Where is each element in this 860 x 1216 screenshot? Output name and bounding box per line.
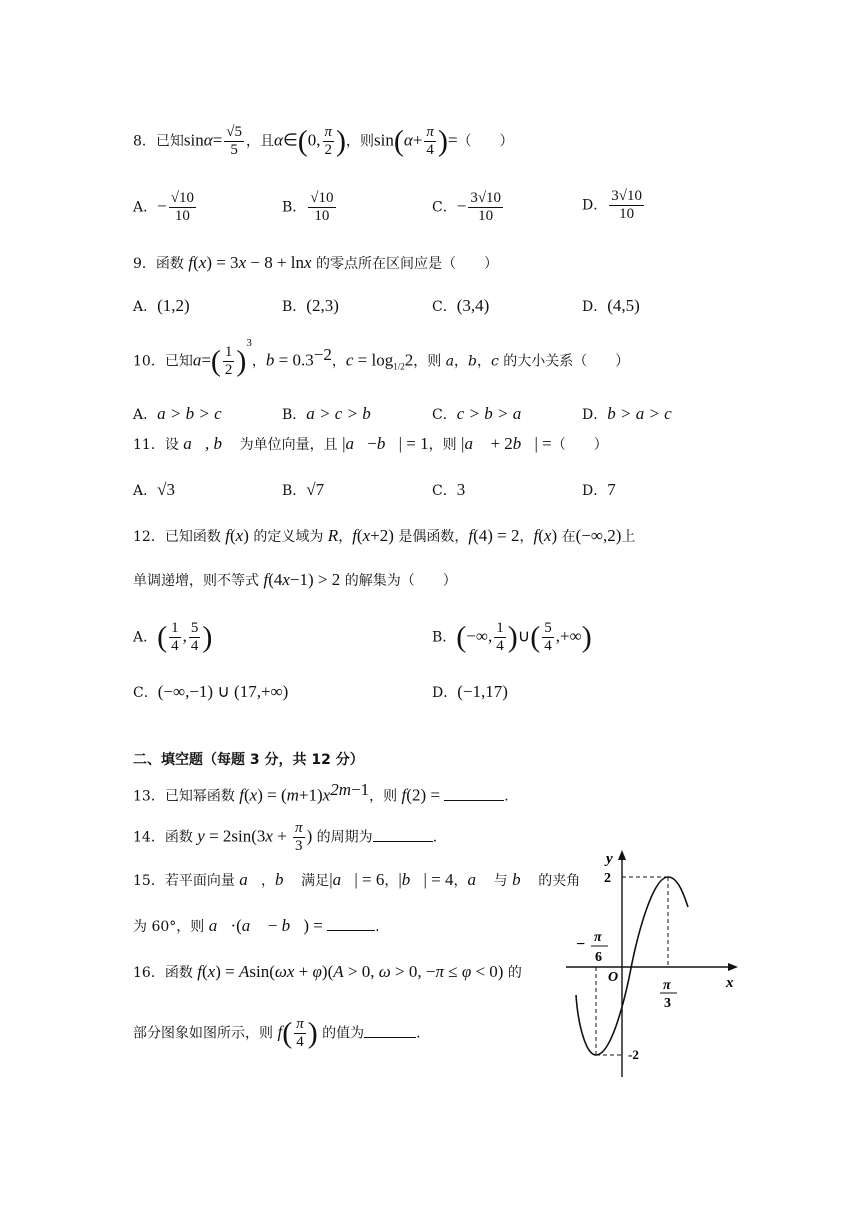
sine-curve [576, 877, 688, 1055]
q8-option-b: B． $\frac{√10}{10}$ [282, 190, 334, 224]
q16-line2: 部分图象如图所示，则 f( $\frac{\pi}{4}$ ) 的值为 . [133, 1016, 421, 1050]
q8-stem: 8．已知sinα= $\frac{√5}{5}$ ，且α∈(0, $\frac{\pi}{2}$ )，则sin(α+ $\frac{\pi}{4}$ )=（ ） [133, 124, 514, 158]
sine-graph-figure [566, 845, 766, 1085]
left-tick-num: π [594, 930, 602, 945]
q12-option-d: D．(−1,17) [432, 682, 508, 701]
q11-option-b: B．√7 [282, 480, 325, 499]
right-tick-den: 3 [664, 996, 671, 1011]
q12-stem-line2: 单调递增，则不等式 f(4x−1) > 2 的解集为（ ） [133, 570, 457, 589]
x-axis-arrow [728, 963, 738, 971]
q11-option-c: C．3 [432, 480, 466, 499]
min-label: -2 [628, 1047, 639, 1062]
section-title: 二、填空题（每题 3 分，共 12 分） [133, 752, 364, 768]
q10-option-b: B．a > c > b [282, 404, 371, 423]
y-axis-label: y [606, 851, 613, 867]
q11-option-a: A．√3 [133, 480, 175, 499]
q13-stem: 13．已知幂函数 $f(x) = (m+1)x^{2m-1}$，则 f(2) = . [133, 780, 509, 805]
q8-option-c: C．− $\frac{3√10}{10}$ [432, 190, 502, 224]
q10-stem: 10．已知a=( $\frac{1}{2}$ )$^3$，$b = 0.3^{-2}$，$c = \log_{1/2}2$，则 a，b，c 的大小关系（ ） [133, 336, 630, 378]
q9-option-b: B．(2,3) [282, 296, 339, 315]
q12-option-c: C．(−∞,−1) ∪ (17,+∞) [133, 682, 289, 701]
q11-option-d: D．7 [582, 480, 616, 499]
q9-option-a: A．(1,2) [133, 296, 190, 315]
q16-line1: 16．函数 f(x) = Asin(ωx + φ)(A > 0, ω > 0, −π ≤ φ < 0) 的 [133, 962, 522, 981]
q9-option-c: C．(3,4) [432, 296, 490, 315]
max-label: 2 [604, 871, 611, 886]
q10-option-a: A．a > b > c [133, 404, 222, 423]
q8-option-d: D． $\frac{3√10}{10}$ [582, 188, 642, 222]
q12-option-a: A．( $\frac{1}{4}$ , $\frac{5}{4}$ ) [133, 620, 213, 654]
x-axis-label: x [726, 975, 734, 991]
q10-option-c: C．c > b > a [432, 404, 522, 423]
left-tick-sign: − [576, 936, 586, 953]
q15-line2: 为 60°，则 a⃗·(a⃗ − b⃗) = . [133, 916, 380, 935]
q15-line1: 15．若平面向量 a⃗，b⃗ 满足|a⃗| = 6，|b⃗| = 4，a⃗ 与 b⃗ 的夹角 [133, 870, 581, 889]
q8-option-a: A．− $\frac{√10}{10}$ [133, 190, 194, 224]
q14-stem: 14．函数 y = 2sin(3x + $\frac{\pi}{3}$ ) 的周期为 . [133, 820, 438, 854]
q9-stem: 9．函数 f(x) = 3x − 8 + lnx 的零点所在区间应是（ ） [133, 253, 499, 272]
q9-option-d: D．(4,5) [582, 296, 640, 315]
y-axis-arrow [618, 850, 626, 860]
q12-stem-line1: 12．已知函数 f(x) 的定义域为 R，f(x+2) 是偶函数，f(4) = 2，f(x) 在(−∞,2)上 [133, 526, 636, 545]
q10-option-d: D．b > a > c [582, 404, 672, 423]
origin-label: O [608, 970, 619, 985]
q12-option-b: B．(−∞, $\frac{1}{4}$ )∪( $\frac{5}{4}$ ,+∞) [432, 620, 592, 654]
left-tick-den: 6 [595, 950, 602, 965]
q11-stem: 11．设 a⃗, b⃗ 为单位向量，且 |a⃗−b⃗| = 1，则 |a⃗ + 2b⃗| =（ ） [133, 434, 608, 453]
right-tick-num: π [663, 978, 671, 993]
